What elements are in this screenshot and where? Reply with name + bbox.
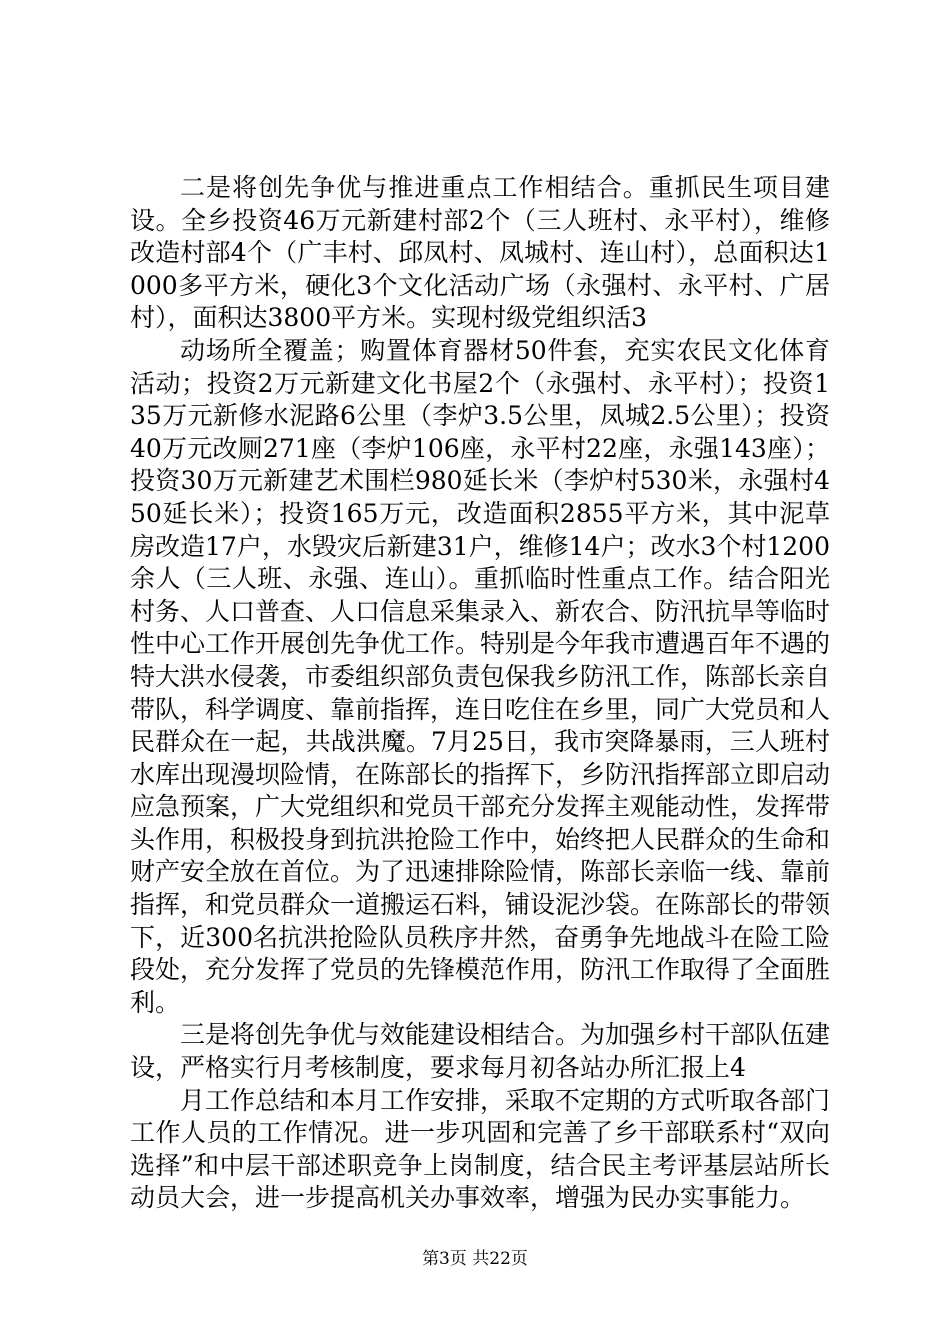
paragraph-4: 月工作总结和本月工作安排，采取不定期的方式听取各部门工作人员的工作情况。进一步巩固和完善了乡干部联系村“双向选择”和中层干部述职竞争上岗制度，结合民主考评基层站所长动员大会，进一步提高机关办事效率，增强为民办实事能力。: [130, 1085, 831, 1213]
paragraph-3: 三是将创先争优与效能建设相结合。为加强乡村干部队伍建设，严格实行月考核制度，要求每月初各站办所汇报上4: [130, 1020, 831, 1083]
paragraph-1: 二是将创先争优与推进重点工作相结合。重抓民生项目建设。全乡投资46万元新建村部2个（三人班村、永平村），维修改造村部4个（广丰村、邱凤村、凤城村、连山村），总面积达1000多平方米，硬化3个文化活动广场（永强村、永平村、广居村），面积达3800平方米。实现村级党组织活3: [130, 173, 830, 333]
document-body: [130, 172, 830, 1215]
paragraph-2: 动场所全覆盖；购置体育器材50件套，充实农民文化体育活动；投资2万元新建文化书屋2个（永强村、永平村）；投资135万元新修水泥路6公里（李炉3.5公里，凤城2.5公里）；投资40万元改厕271座（李炉106座，永平村22座，永强143座）；投资30万元新建艺术围栏980延长米（李炉村530米，永强村450延长米）；投资165万元，改造面积2855平方米，其中泥草房改造17户，水毁灾后新建31户，维修14户；改水3个村1200余人（三人班、永强、连山）。重抓临时性重点工作。结合阳光村务、人口普查、人口信息采集录入、新农合、防汛抗旱等临时性中心工作开展创先争优工作。特别是今年我市遭遇百年不遇的特大洪水侵袭，市委组织部负责包保我乡防汛工作，陈部长亲自带队，科学调度、靠前指挥，连日吃住在乡里，同广大党员和人民群众在一起，共战洪魔。7月25日，我市突降暴雨，三人班村水库出现漫坝险情，在陈部长的指挥下，乡防汛指挥部立即启动应急预案，广大党组织和党员干部充分发挥主观能动性，发挥带头作用，积极投身到抗洪抢险工作中，始终把人民群众的生命和财产安全放在首位。为了迅速排除险情，陈部长亲临一线、靠前指挥，和党员群众一道搬运石料，铺设泥沙袋。在陈部长的带领下，近300名抗洪抢险队员秩序井然，奋勇争先地战斗在险工险段处，充分发挥了党员的先锋模范作用，防汛工作取得了全面胜利。: [130, 335, 831, 1017]
page-number-footer: 第3页 共22页: [422, 1249, 528, 1269]
